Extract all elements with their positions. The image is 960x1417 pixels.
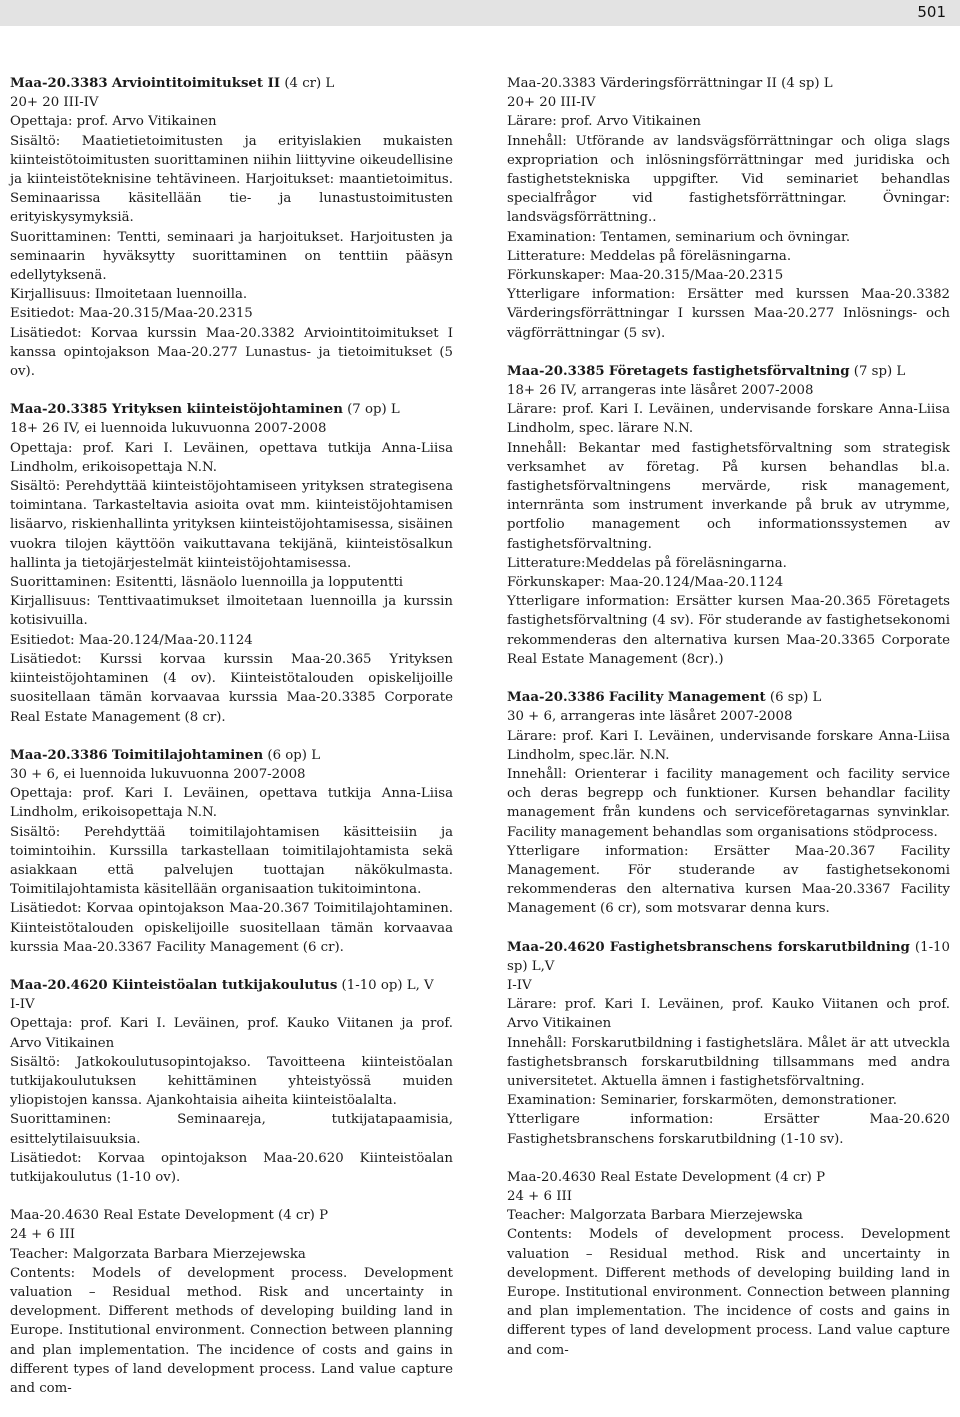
course-title: Värderingsförrättningar II [600, 76, 777, 91]
course-entry [10, 1206, 453, 1398]
course-title: Kiinteistöalan tutkijakoulutus [111, 977, 338, 993]
course-detail-line: Opettaja: prof. Kari I. Leväinen, opettava tutkija Anna-Liisa Lindholm, erikoisopettaja N.N. [10, 440, 453, 475]
course-detail-line: Suorittaminen: Esitentti, läsnäolo luennoilla ja lopputentti [10, 575, 403, 591]
course-detail-line: Contents: Models of development process. Development valuation – Residual method. Risk and uncertainty in development. Different methods of developing building land in Europe. Institutional environment. Connection between planning and plan implementation. The incidence of costs and gains in different types of land development process. Land value capture and com- [10, 1265, 453, 1396]
page-header [0, 0, 960, 26]
course-detail-line: Lisätiedot: Korvaa opintojakson Maa-20.620 Kiinteistöalan tutkijakoulutus (1-10 ov). [10, 1150, 453, 1185]
course-heading [10, 400, 453, 419]
course-detail-line: Litterature: Meddelas på föreläsningarna. [507, 248, 792, 264]
course-detail-line: Lisätiedot: Kurssi korvaa kurssin Maa-20.365 Yrityksen kiinteistöjohtaminen (4 ov). Kiinteistötalouden opiskelijoille suositellaan tämän korvaavaa kurssia Maa-20.3385 Corporate Real Estate Management (8 cr). [10, 651, 453, 725]
course-detail-line: Ytterligare information: Ersätter kursen Maa-20.365 Företagets fastighetsförvaltning (4 sv). För studerande av fastighetsekonomi rekommenderas den alternativa kursen Maa-20.3365 Corporate Real Estate Management (8cr).) [507, 594, 950, 667]
course-heading [10, 1206, 453, 1225]
course-heading [507, 1168, 950, 1187]
course-detail-line: Förkunskaper: Maa-20.315/Maa-20.2315 [507, 268, 784, 284]
course-detail-line: 24 + 6 III [10, 1227, 75, 1243]
course-code: Maa-20.3386 [507, 690, 605, 706]
course-detail-line: Innehåll: Utförande av landsvägsförrättningar och oliga slags expropriation och inlösningsförrättningar med juridiska och fastighetstekniska uppgifter. Vid seminariet behandlas specialfrågor vid fastighetsförrättningar. Övningar: landsvägsförrättning.. [507, 133, 950, 226]
course-code: Maa-20.4620 [10, 977, 108, 993]
course-code: Maa-20.4620 [507, 939, 605, 955]
course-detail-line: Ytterligare information: Ersätter Maa-20.367 Facility Management. För studerande av fastighetsekonomi rekommenderas den alternativa kursen Maa-20.3367 Facility Management (6 cr), som motsvarar denna kurs. [507, 843, 950, 917]
course-entry [10, 746, 453, 957]
course-credits: (4 cr) L [280, 76, 335, 91]
course-heading [507, 362, 950, 381]
course-detail-line: Ytterligare information: Ersätter Maa-20.620 Fastighetsbranschens forskarutbildning (1-10 sv). [507, 1112, 950, 1147]
course-credits: (7 sp) L [849, 363, 906, 379]
course-credits: (1-10 sp) L,V [507, 939, 950, 974]
course-detail-line: Innehåll: Forskarutbildning i fastighetslära. Målet är att utveckla fastighetsbransch forskarutbildning tillsammans med andra universitetet. Aktuella ämnen i fastighetsförvaltning. [507, 1035, 950, 1089]
course-detail-line: Lärare: prof. Arvo Vitikainen [507, 114, 701, 130]
course-entry [10, 74, 453, 381]
course-detail-line: Esitiedot: Maa-20.315/Maa-20.2315 [10, 306, 253, 322]
course-credits: (4 cr) P [770, 1169, 826, 1185]
course-detail-line: Lisätiedot: Korvaa kurssin Maa-20.3382 Arviointitoimitukset I kanssa opintojakson Maa-20.277 Lunastus- ja tietoimitukset (5 ov). [10, 325, 453, 380]
course-detail-line: Suorittaminen: Tentti, seminaari ja harjoitukset. Harjoitusten ja seminaarin hyväksytty suorittaminen on tenttiin pääsyn edellytyksenä. [10, 229, 453, 284]
course-detail-line: Teacher: Malgorzata Barbara Mierzejewska [507, 1208, 803, 1224]
course-title: Facility Management [608, 690, 766, 706]
course-title: Arviointitoimitukset II [111, 76, 281, 91]
course-detail-line: Opettaja: prof. Kari I. Leväinen, opettava tutkija Anna-Liisa Lindholm, erikoisopettaja N.N. [10, 786, 453, 821]
course-detail-line: Förkunskaper: Maa-20.124/Maa-20.1124 [507, 575, 784, 591]
course-heading [10, 74, 453, 93]
course-detail-line: 20+ 20 III-IV [10, 95, 99, 111]
course-heading [507, 688, 950, 707]
course-credits: (1-10 op) L, V [337, 977, 434, 993]
course-detail-line: Contents: Models of development process. Development valuation – Residual method. Risk and uncertainty in development. Different methods of developing building land in Europe. Institutional environment. Connection between planning and plan implementation. The incidence of costs and gains in different types of land development process. Land value capture and com- [507, 1227, 950, 1358]
course-detail-line: 30 + 6, arrangeras inte läsåret 2007-2008 [507, 709, 793, 725]
course-heading [10, 746, 453, 765]
course-detail-line: Lärare: prof. Kari I. Leväinen, undervisande forskare Anna-Liisa Lindholm, spec. lärare N.N. [507, 402, 950, 437]
course-detail-line: Teacher: Malgorzata Barbara Mierzejewska [10, 1246, 306, 1262]
course-code: Maa-20.4630 [507, 1169, 596, 1185]
course-code: Maa-20.3385 [507, 363, 605, 379]
course-title: Yrityksen kiinteistöjohtaminen [111, 402, 343, 418]
course-title: Fastighetsbranschens forskarutbildning [609, 939, 910, 955]
course-entry [507, 688, 950, 918]
course-title: Företagets fastighetsförvaltning [608, 363, 850, 379]
left-column [10, 74, 453, 1417]
course-detail-line: Sisältö: Jatkokoulutusopintojakso. Tavoitteena kiinteistöalan tutkijakoulutuksen kehittäminen yhteistyössä muiden yliopistojen kanssa. Ajankohtaisia aiheita kiinteistöalalta. [10, 1054, 453, 1109]
course-detail-line: Lärare: prof. Kari I. Leväinen, undervisande forskare Anna-Liisa Lindholm, spec.lär. N.N. [507, 728, 950, 763]
course-entry [507, 938, 950, 1149]
course-detail-line: Suorittaminen: Seminaareja, tutkijatapaamisia, esittelytilaisuuksia. [10, 1112, 453, 1147]
course-detail-line: Litterature:Meddelas på föreläsningarna. [507, 555, 787, 571]
course-detail-line: Opettaja: prof. Kari I. Leväinen, prof. Kauko Viitanen ja prof. Arvo Vitikainen [10, 1016, 453, 1051]
course-credits: (4 cr) P [273, 1208, 329, 1224]
course-entry [10, 976, 453, 1187]
course-entry [507, 74, 950, 343]
course-detail-line: Opettaja: prof. Arvo Vitikainen [10, 114, 217, 130]
course-entry [507, 362, 950, 669]
course-title: Real Estate Development [600, 1169, 771, 1185]
course-detail-line: Lärare: prof. Kari I. Leväinen, prof. Kauko Viitanen och prof. Arvo Vitikainen [507, 997, 950, 1032]
course-entry [507, 1168, 950, 1360]
course-code: Maa-20.3385 [10, 402, 108, 418]
course-detail-line: Examination: Tentamen, seminarium och övningar. [507, 229, 851, 245]
course-credits: (6 op) L [263, 747, 321, 763]
course-detail-line: Sisältö: Maatietietoimitusten ja erityislakien mukaisten kiinteistötoimitusten suorittaminen niihin liittyvine oikeudellisine ja kiinteistöteknisine tehtävineen. Harjoitukset: maantietoimitus. Seminaarissa käsitellään tie- ja lunastustoimitusten erityiskysymyksiä. [10, 133, 453, 226]
course-detail-line: Innehåll: Orienterar i facility management och facility service och deras begrepp och funktioner. Kursen behandlar facility management från kundens och serviceföretagarnas synvinklar. Facility management behandlas som organisations stödprocess. [507, 766, 950, 840]
course-code: Maa-20.3386 [10, 747, 108, 763]
course-code: Maa-20.3383 [10, 76, 108, 91]
course-heading [10, 976, 453, 995]
course-credits: (7 op) L [342, 402, 400, 418]
course-detail-line: Lisätiedot: Korvaa opintojakson Maa-20.367 Toimitilajohtaminen. Kiinteistötalouden opiskelijoille suositellaan tämän korvaavaa kurssia Maa-20.3367 Facility Management (6 cr). [10, 901, 453, 955]
course-code: Maa-20.3383 [507, 76, 596, 91]
course-detail-line: Ytterligare information: Ersätter med kurssen Maa-20.3382 Värderingsförrättningar I kurssen Maa-20.277 Inlösnings- och vägförrättningar (5 sv). [507, 287, 950, 341]
course-detail-line: Sisältö: Perehdyttää kiinteistöjohtamiseen yrityksen strategisena toimintana. Tarkasteltavia asioita ovat mm. kiinteistöjohtamisen lisäarvo, riskienhallinta yrityksen kiinteistöjohtamisessa, sisäinen vuokra tilojen käyttöön vaikuttavana tekijänä, kiinteistösalkun hallinta ja tietojärjestelmät kiinteistöjohtamisessa. [10, 479, 453, 571]
course-title: Toimitilajohtaminen [111, 747, 264, 763]
course-detail-line: Sisältö: Perehdyttää toimitilajohtamisen käsitteisiin ja toimintoihin. Kurssilla tarkastellaan toimitilajohtamista sekä asiakkaan että palvelujen tuottajan näkökulmasta. Toimitilajohtamista käsitellään organisaation tukitoimintona. [10, 824, 453, 898]
course-detail-line: I-IV [10, 997, 35, 1013]
course-heading [507, 938, 950, 976]
course-heading [507, 74, 950, 93]
page-number: 501 [917, 3, 946, 21]
course-detail-line: I-IV [507, 977, 532, 993]
course-detail-line: 20+ 20 III-IV [507, 95, 596, 111]
course-detail-line: 30 + 6, ei luennoida lukuvuonna 2007-2008 [10, 766, 306, 782]
course-detail-line: Kirjallisuus: Ilmoitetaan luennoilla. [10, 287, 248, 303]
course-detail-line: Esitiedot: Maa-20.124/Maa-20.1124 [10, 632, 253, 648]
course-detail-line: 24 + 6 III [507, 1188, 572, 1204]
course-detail-line: Examination: Seminarier, forskarmöten, demonstrationer. [507, 1093, 897, 1109]
course-detail-line: 18+ 26 IV, ei luennoida lukuvuonna 2007-2008 [10, 421, 327, 437]
course-detail-line: Innehåll: Bekantar med fastighetsförvaltning som strategisk verksamhet av företag. På kursen behandlas bl.a. fastighetsförvaltningens mervärde, risk management, internränta som instrument inverkande på bruk av utrymme, portfolio management och informationssystemen av fastighetsförvaltning. [507, 440, 950, 552]
course-entry [10, 400, 453, 726]
course-detail-line: Kirjallisuus: Tenttivaatimukset ilmoitetaan luennoilla ja kurssin kotisivuilla. [10, 594, 453, 629]
course-title: Real Estate Development [103, 1208, 274, 1224]
course-detail-line: 18+ 26 IV, arrangeras inte läsåret 2007-2008 [507, 383, 814, 399]
course-credits: (4 sp) L [776, 76, 833, 91]
course-code: Maa-20.4630 [10, 1208, 99, 1224]
right-column [507, 74, 950, 1379]
course-credits: (6 sp) L [765, 690, 822, 706]
